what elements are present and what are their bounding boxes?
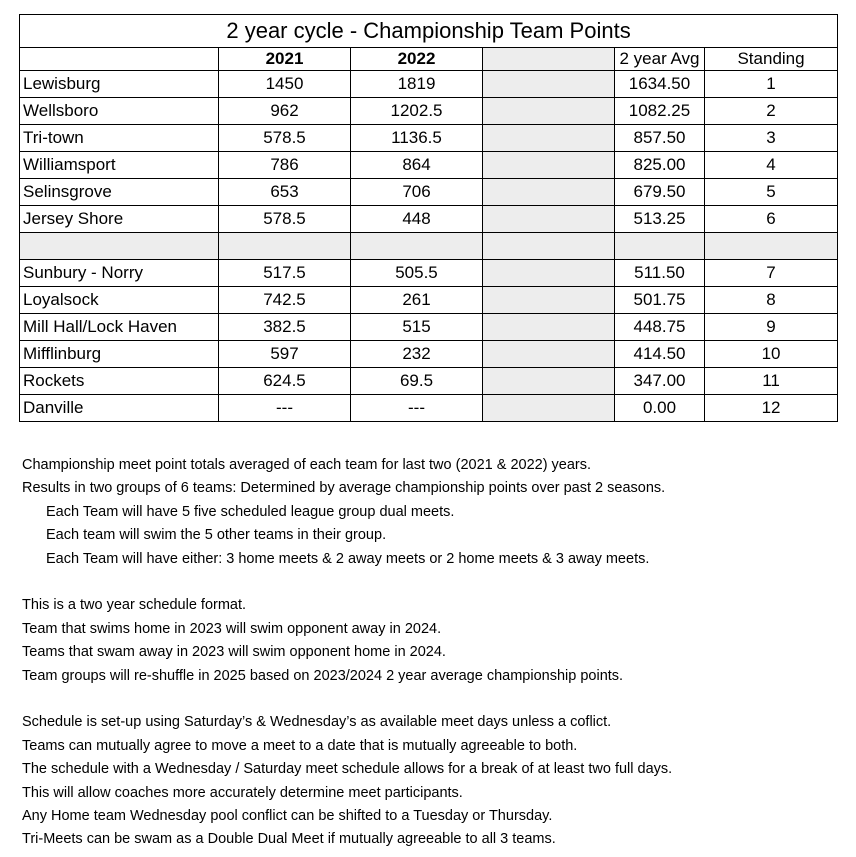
- header-team: [20, 48, 219, 71]
- group-separator-row: [20, 233, 838, 260]
- points-2021: 597: [219, 341, 351, 368]
- standing: 4: [705, 152, 838, 179]
- team-name: Jersey Shore: [20, 206, 219, 233]
- table-row: [20, 368, 838, 395]
- two-year-avg: 1634.50: [615, 71, 705, 98]
- header-gap: [483, 48, 615, 71]
- points-2021: 517.5: [219, 260, 351, 287]
- gap-cell: [483, 287, 615, 314]
- standing: 11: [705, 368, 838, 395]
- two-year-avg: 414.50: [615, 341, 705, 368]
- team-name: Tri-town: [20, 125, 219, 152]
- two-year-avg: 448.75: [615, 314, 705, 341]
- standing: 5: [705, 179, 838, 206]
- table-row: [20, 395, 838, 422]
- points-2021: 578.5: [219, 125, 351, 152]
- table-row: [20, 260, 838, 287]
- table-header-row: [20, 48, 838, 71]
- note-line-indented: Each Team will have either: 3 home meets & 2 away meets or 2 home meets & 3 away meets.: [46, 550, 650, 567]
- gap-cell: [483, 125, 615, 152]
- standing: 6: [705, 206, 838, 233]
- note-line: This will allow coaches more accurately determine meet participants.: [22, 784, 463, 801]
- points-2021: 624.5: [219, 368, 351, 395]
- standing: 8: [705, 287, 838, 314]
- points-2022: 1136.5: [351, 125, 483, 152]
- points-2021: 382.5: [219, 314, 351, 341]
- schedule-notes: [22, 454, 672, 852]
- two-year-avg: 0.00: [615, 395, 705, 422]
- gap-cell: [483, 71, 615, 98]
- team-name: Loyalsock: [20, 287, 219, 314]
- team-name: Selinsgrove: [20, 179, 219, 206]
- note-line: Teams that swam away in 2023 will swim opponent home in 2024.: [22, 644, 446, 661]
- team-name: Wellsboro: [20, 98, 219, 125]
- points-2021: 578.5: [219, 206, 351, 233]
- table-title: 2 year cycle - Championship Team Points: [20, 15, 838, 48]
- gap-cell: [483, 98, 615, 125]
- two-year-avg: 513.25: [615, 206, 705, 233]
- gap-cell: [483, 368, 615, 395]
- note-line: The schedule with a Wednesday / Saturday meet schedule allows for a break of at least two full days.: [22, 761, 673, 778]
- table-row: [20, 206, 838, 233]
- points-2021: 786: [219, 152, 351, 179]
- points-2022: 864: [351, 152, 483, 179]
- team-name: Mill Hall/Lock Haven: [20, 314, 219, 341]
- points-2022: 1202.5: [351, 98, 483, 125]
- gap-cell: [483, 179, 615, 206]
- gap-cell: [483, 152, 615, 179]
- header-avg: 2 year Avg: [615, 48, 705, 71]
- table-row: [20, 125, 838, 152]
- note-line: Any Home team Wednesday pool conflict can be shifted to a Tuesday or Thursday.: [22, 808, 553, 825]
- team-name: Danville: [20, 395, 219, 422]
- two-year-avg: 857.50: [615, 125, 705, 152]
- standing: 10: [705, 341, 838, 368]
- gap-cell: [483, 260, 615, 287]
- header-standing: Standing: [705, 48, 838, 71]
- championship-points-table: [19, 14, 838, 422]
- points-2022: 1819: [351, 71, 483, 98]
- standing: 3: [705, 125, 838, 152]
- team-name: Rockets: [20, 368, 219, 395]
- table-row: [20, 71, 838, 98]
- team-name: Williamsport: [20, 152, 219, 179]
- gap-cell: [483, 314, 615, 341]
- table-row: [20, 152, 838, 179]
- team-name: Mifflinburg: [20, 341, 219, 368]
- gap-cell: [483, 206, 615, 233]
- table-title-row: [20, 15, 838, 48]
- note-line: Teams can mutually agree to move a meet to a date that is mutually agreeable to both.: [22, 737, 578, 754]
- header-2021: 2021: [219, 48, 351, 71]
- note-line: Team groups will re-shuffle in 2025 based on 2023/2024 2 year average championship points.: [22, 667, 624, 684]
- two-year-avg: 511.50: [615, 260, 705, 287]
- two-year-avg: 347.00: [615, 368, 705, 395]
- points-2022: 232: [351, 341, 483, 368]
- team-name: Lewisburg: [20, 71, 219, 98]
- points-2022: ---: [351, 395, 483, 422]
- points-2022: 505.5: [351, 260, 483, 287]
- standing: 1: [705, 71, 838, 98]
- two-year-avg: 1082.25: [615, 98, 705, 125]
- note-line: Tri-Meets can be swam as a Double Dual Meet if mutually agreeable to all 3 teams.: [22, 831, 556, 848]
- note-line: This is a two year schedule format.: [22, 597, 247, 614]
- header-2022: 2022: [351, 48, 483, 71]
- gap-cell: [483, 395, 615, 422]
- points-2022: 261: [351, 287, 483, 314]
- note-line-indented: Each Team will have 5 five scheduled league group dual meets.: [46, 503, 455, 520]
- note-line: Team that swims home in 2023 will swim opponent away in 2024.: [22, 620, 442, 637]
- points-2022: 448: [351, 206, 483, 233]
- note-line: Championship meet point totals averaged of each team for last two (2021 & 2022) years.: [22, 457, 592, 473]
- note-line-indented: Each team will swim the 5 other teams in their group.: [46, 527, 387, 544]
- points-2022: 69.5: [351, 368, 483, 395]
- gap-cell: [483, 341, 615, 368]
- table-row: [20, 314, 838, 341]
- team-name: Sunbury - Norry: [20, 260, 219, 287]
- points-2022: 515: [351, 314, 483, 341]
- standing: 9: [705, 314, 838, 341]
- table-row: [20, 341, 838, 368]
- table-row: [20, 98, 838, 125]
- note-line: Schedule is set-up using Saturday’s & Wednesday’s as available meet days unless a coflict.: [22, 714, 612, 731]
- note-line: Results in two groups of 6 teams: Determined by average championship points over past 2 seasons.: [22, 480, 666, 497]
- standing: 2: [705, 98, 838, 125]
- points-2021: 742.5: [219, 287, 351, 314]
- table-row: [20, 287, 838, 314]
- points-2022: 706: [351, 179, 483, 206]
- points-2021: 962: [219, 98, 351, 125]
- two-year-avg: 825.00: [615, 152, 705, 179]
- standing: 7: [705, 260, 838, 287]
- two-year-avg: 501.75: [615, 287, 705, 314]
- points-2021: 1450: [219, 71, 351, 98]
- points-2021: ---: [219, 395, 351, 422]
- two-year-avg: 679.50: [615, 179, 705, 206]
- standing: 12: [705, 395, 838, 422]
- table-row: [20, 179, 838, 206]
- points-2021: 653: [219, 179, 351, 206]
